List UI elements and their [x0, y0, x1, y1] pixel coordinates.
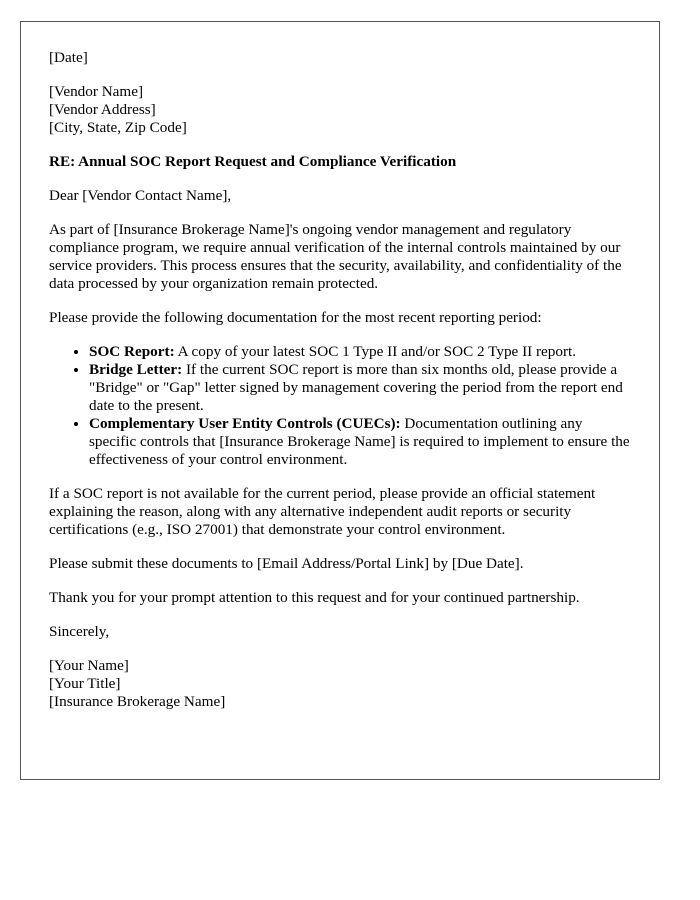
salutation: Dear [Vendor Contact Name],: [49, 187, 232, 204]
list-item-text: Documentation outlining any specific controls that [Insurance Brokerage Name] is required to implement to ensure the effectiveness of your control environment.: [89, 415, 630, 468]
vendor-address: [Vendor Address]: [49, 101, 156, 118]
list-item-soc-report: [89, 343, 633, 361]
closing: Sincerely,: [49, 623, 110, 640]
alternative-paragraph: If a SOC report is not available for the current period, please provide an official statement explaining the reason, along with any alternative independent audit reports or security certifications (e.g., ISO 27001) that demonstrate your control environment.: [49, 485, 596, 538]
subject-line: RE: Annual SOC Report Request and Compliance Verification: [49, 153, 457, 170]
submission-paragraph: Please submit these documents to [Email Address/Portal Link] by [Due Date].: [49, 555, 524, 572]
list-item-text: If the current SOC report is more than six months old, please provide a "Bridge" or "Gap" letter signed by management covering the period from the report end date to the present.: [89, 361, 623, 414]
list-item-term: Complementary User Entity Controls (CUECs):: [89, 415, 401, 432]
thanks-paragraph: Thank you for your prompt attention to this request and for your continued partnership.: [49, 589, 580, 606]
list-item-term: Bridge Letter:: [89, 361, 183, 378]
signature-block: [49, 657, 633, 711]
documentation-list: [49, 343, 633, 469]
date-line: [Date]: [49, 49, 88, 66]
recipient-address-block: [49, 83, 633, 137]
list-item-cuecs: [89, 415, 633, 469]
list-item-text: A copy of your latest SOC 1 Type II and/or SOC 2 Type II report.: [174, 343, 577, 360]
vendor-city-state-zip: [City, State, Zip Code]: [49, 119, 187, 136]
list-item-term: SOC Report:: [89, 343, 175, 360]
vendor-name: [Vendor Name]: [49, 83, 144, 100]
intro-paragraph: As part of [Insurance Brokerage Name]'s ongoing vendor management and regulatory compliance program, we require annual verification of the internal controls maintained by our service providers. This process ensures that the security, availability, and confidentiality of the data processed by your organization remain protected.: [49, 221, 622, 292]
signer-title: [Your Title]: [49, 675, 121, 692]
signer-company: [Insurance Brokerage Name]: [49, 693, 226, 710]
list-item-bridge-letter: [89, 361, 633, 415]
request-lead-paragraph: Please provide the following documentation for the most recent reporting period:: [49, 309, 542, 326]
letter-body: [49, 49, 633, 727]
letter-page: [20, 21, 660, 780]
signer-name: [Your Name]: [49, 657, 129, 674]
